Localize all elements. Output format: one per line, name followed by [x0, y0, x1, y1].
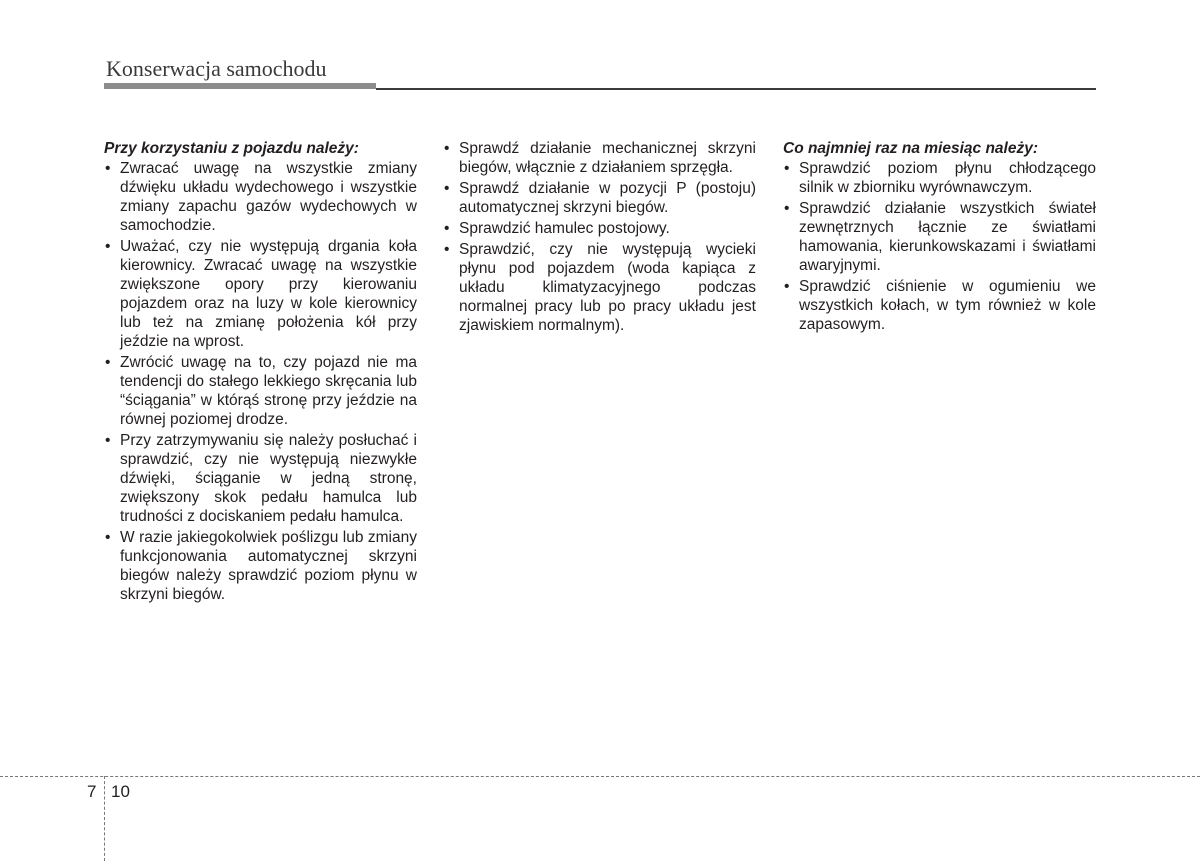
list-item: • Sprawdzić poziom płynu chłodzącego silnik w zbiorniku wyrównawczym.: [783, 159, 1096, 197]
list-item: • Sprawdź działanie mechanicznej skrzyni biegów, włącznie z działaniem sprzęgła.: [443, 139, 756, 177]
list-item: • Sprawdzić działanie wszystkich świateł zewnętrznych łącznie ze światłami hamowania, kierunkowskazami i światłami awaryjnymi.: [783, 199, 1096, 275]
page-number: 10: [111, 782, 130, 801]
text-column-2: [443, 139, 756, 337]
footer-divider: [0, 776, 1200, 777]
chapter-number: 7: [87, 782, 97, 801]
list-item: • Sprawdzić ciśnienie w ogumieniu we wszystkich kołach, w tym również w kole zapasowym.: [783, 277, 1096, 334]
checklist-usage-continued: [443, 139, 756, 335]
text-column-3: [783, 139, 1096, 336]
list-item: • Przy zatrzymywaniu się należy posłuchać i sprawdzić, czy nie występują niezwykłe dźwięki, ściąganie w jedną stronę, zwiększony skok pedału hamulca lub trudności z dociskaniem pedału hamulca.: [104, 431, 417, 526]
section-heading-usage: Przy korzystaniu z pojazdu należy:: [104, 140, 359, 157]
list-item: • Sprawdź działanie w pozycji P (postoju) automatycznej skrzyni biegów.: [443, 179, 756, 217]
text-column-1: [104, 139, 417, 606]
list-item: • Zwracać uwagę na wszystkie zmiany dźwięku układu wydechowego i wszystkie zmiany zapachu gazów wydechowych w samochodzie.: [104, 159, 417, 235]
header-rule-accent: [104, 83, 376, 89]
footer-page-separator: [104, 776, 105, 861]
checklist-monthly: [783, 159, 1096, 334]
list-item: • Zwrócić uwagę na to, czy pojazd nie ma tendencji do stałego lekkiego skręcania lub “ściągania” w którąś stronę przy jeździe na równej poziomej drodze.: [104, 353, 417, 429]
section-heading-monthly: Co najmniej raz na miesiąc należy:: [783, 140, 1038, 157]
list-item: • Sprawdzić hamulec postojowy.: [443, 219, 756, 238]
checklist-usage: [104, 159, 417, 604]
list-item: • Sprawdzić, czy nie występują wycieki płynu pod pojazdem (woda kapiąca z układu klimatyzacyjnego podczas normalnej pracy lub po pracy układu jest zjawiskiem normalnym).: [443, 240, 756, 335]
list-item: • W razie jakiegokolwiek poślizgu lub zmiany funkcjonowania automatycznej skrzyni biegów należy sprawdzić poziom płynu w skrzyni biegów.: [104, 528, 417, 604]
list-item: • Uważać, czy nie występują drgania koła kierownicy. Zwracać uwagę na wszystkie zwiększone opory przy kierowaniu pojazdem oraz na luzy w kole kierownicy lub też na zmianę położenia kół przy jeździe na wprost.: [104, 237, 417, 351]
section-title: Konserwacja samochodu: [106, 56, 327, 81]
header-rule: [376, 88, 1096, 90]
